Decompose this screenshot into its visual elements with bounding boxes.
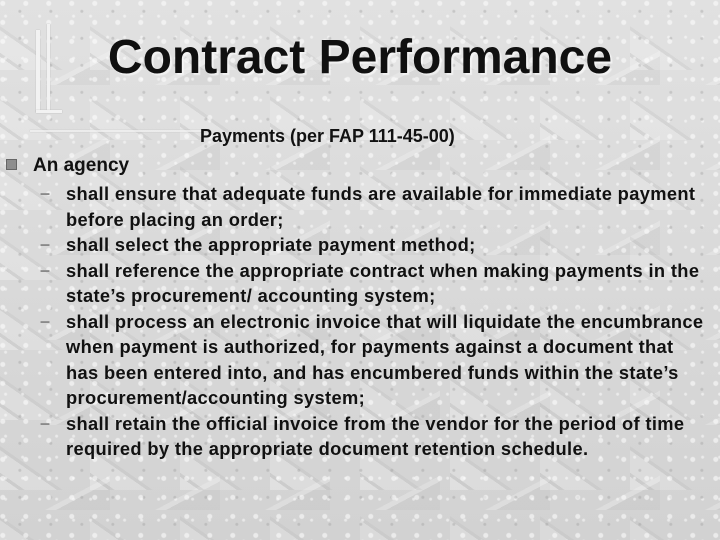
bullet-item [6, 155, 129, 177]
sub-bullet-item [40, 258, 710, 309]
sub-bullet-text: shall retain the official invoice from the vendor for the period of time required by the appropriate document retention schedule. [66, 412, 685, 459]
dash-bullet-icon: – [40, 183, 51, 203]
square-bullet-icon [6, 159, 17, 170]
dash-bullet-icon: – [40, 234, 51, 254]
sub-bullet-text: shall reference the appropriate contract when making payments in the state’s procurement/ accounting system; [66, 259, 700, 306]
slide-title: Contract Performance [107, 31, 613, 84]
sub-bullet-item [40, 411, 710, 462]
decorative-frame-horizontal [36, 110, 62, 113]
dash-bullet-icon: – [40, 412, 51, 433]
sub-bullet-text: shall select the appropriate payment method; [66, 234, 476, 255]
sub-bullet-text: shall ensure that adequate funds are available for immediate payment before placing an order; [66, 183, 696, 230]
subheading: Payments (per FAP 111-45-00) [200, 126, 455, 146]
sub-bullet-item [40, 181, 710, 232]
decorative-rule [30, 130, 210, 132]
sub-bullet-item [40, 232, 710, 258]
sub-bullet-item [40, 309, 710, 411]
sub-bullet-text: shall process an electronic invoice that will liquidate the encumbrance when payment is authorized, for payments against a document that has been entered into, and has encumbered funds within the state’s procurement/accounting system; [66, 310, 704, 408]
sub-bullet-list [40, 181, 710, 462]
dash-bullet-icon: – [40, 310, 51, 331]
dash-bullet-icon: – [40, 259, 51, 280]
bullet-text: An agency [33, 155, 130, 176]
